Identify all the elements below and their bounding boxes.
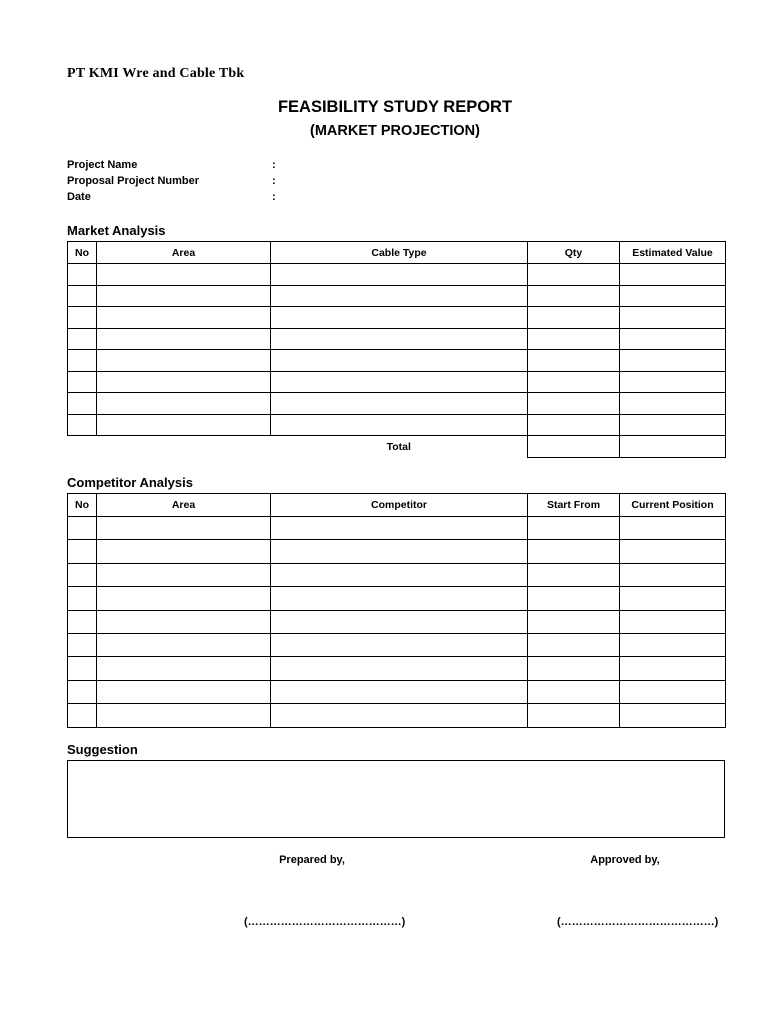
- table-cell[interactable]: [271, 704, 528, 727]
- table-cell[interactable]: [68, 704, 97, 727]
- table-row: [68, 350, 726, 372]
- table-cell[interactable]: [620, 657, 726, 680]
- table-cell[interactable]: [97, 633, 271, 656]
- table-row: [68, 563, 726, 586]
- info-colon: :: [272, 159, 276, 171]
- table-cell[interactable]: [68, 328, 97, 350]
- table-cell[interactable]: [68, 680, 97, 703]
- total-qty-cell[interactable]: [528, 436, 620, 458]
- table-cell[interactable]: [620, 350, 726, 372]
- table-cell[interactable]: [271, 517, 528, 540]
- table-row: [68, 633, 726, 656]
- table-cell[interactable]: [271, 350, 528, 372]
- table-cell-empty: [68, 436, 97, 458]
- table-cell[interactable]: [68, 371, 97, 393]
- table-row: [68, 657, 726, 680]
- table-cell[interactable]: [271, 563, 528, 586]
- table-cell[interactable]: [97, 414, 271, 436]
- table-row: [68, 285, 726, 307]
- table-cell[interactable]: [620, 414, 726, 436]
- table-cell[interactable]: [528, 633, 620, 656]
- total-row: [68, 436, 726, 458]
- col-header-area: Area: [97, 494, 271, 517]
- table-cell[interactable]: [271, 371, 528, 393]
- table-cell[interactable]: [271, 540, 528, 563]
- page-subtitle: (MARKET PROJECTION): [310, 123, 480, 139]
- table-cell[interactable]: [97, 680, 271, 703]
- total-label: Total: [386, 440, 411, 453]
- col-header-no: No: [68, 494, 97, 517]
- table-cell[interactable]: [97, 350, 271, 372]
- table-cell[interactable]: [528, 610, 620, 633]
- col-header-competitor: Competitor: [271, 494, 528, 517]
- approved-by-label: Approved by,: [590, 854, 660, 866]
- table-cell[interactable]: [271, 610, 528, 633]
- table-cell[interactable]: [271, 285, 528, 307]
- col-header-area: Area: [97, 242, 271, 264]
- table-row: [68, 517, 726, 540]
- table-cell[interactable]: [271, 414, 528, 436]
- table-cell[interactable]: [528, 307, 620, 329]
- table-cell-empty: [97, 436, 271, 458]
- table-cell[interactable]: [620, 633, 726, 656]
- table-row: [68, 264, 726, 286]
- table-cell[interactable]: [620, 285, 726, 307]
- table-cell[interactable]: [271, 680, 528, 703]
- table-cell[interactable]: [97, 307, 271, 329]
- table-cell[interactable]: [68, 610, 97, 633]
- table-cell[interactable]: [97, 517, 271, 540]
- table-row: [68, 610, 726, 633]
- table-row: [68, 371, 726, 393]
- suggestion-heading: Suggestion: [67, 742, 138, 757]
- table-cell[interactable]: [271, 307, 528, 329]
- table-cell[interactable]: [620, 610, 726, 633]
- table-cell[interactable]: [620, 704, 726, 727]
- col-header-cable-type: Cable Type: [271, 242, 528, 264]
- table-cell[interactable]: [97, 657, 271, 680]
- table-cell[interactable]: [620, 264, 726, 286]
- table-cell[interactable]: [528, 680, 620, 703]
- table-cell[interactable]: [68, 264, 97, 286]
- competitor-analysis-heading: Competitor Analysis: [67, 475, 193, 490]
- project-info: [67, 157, 327, 205]
- info-row-date: [67, 189, 327, 205]
- table-cell[interactable]: [620, 680, 726, 703]
- table-cell[interactable]: [271, 587, 528, 610]
- market-analysis-table: [67, 241, 726, 458]
- table-cell[interactable]: [97, 328, 271, 350]
- table-cell[interactable]: [68, 657, 97, 680]
- table-cell[interactable]: [97, 563, 271, 586]
- table-cell[interactable]: [528, 264, 620, 286]
- table-cell[interactable]: [528, 563, 620, 586]
- total-value-cell[interactable]: [620, 436, 726, 458]
- info-label: Project Name: [67, 159, 138, 171]
- table-cell[interactable]: [68, 393, 97, 415]
- table-cell[interactable]: [620, 328, 726, 350]
- table-row: [68, 307, 726, 329]
- table-cell[interactable]: [620, 517, 726, 540]
- table-header-row: [68, 494, 726, 517]
- table-cell[interactable]: [97, 264, 271, 286]
- table-cell[interactable]: [528, 517, 620, 540]
- table-cell[interactable]: [68, 633, 97, 656]
- prepared-by-signature-line: (……………………………………): [244, 916, 406, 928]
- table-cell[interactable]: [97, 371, 271, 393]
- table-cell[interactable]: [271, 328, 528, 350]
- market-analysis-heading: Market Analysis: [67, 223, 166, 238]
- table-row: [68, 704, 726, 727]
- info-row-proposal-number: [67, 173, 327, 189]
- table-cell[interactable]: [620, 540, 726, 563]
- table-cell[interactable]: [68, 285, 97, 307]
- table-cell[interactable]: [528, 587, 620, 610]
- info-colon: :: [272, 175, 276, 187]
- col-header-estimated-value: Estimated Value: [620, 242, 726, 264]
- table-cell[interactable]: [68, 350, 97, 372]
- info-row-project-name: [67, 157, 327, 173]
- table-cell[interactable]: [97, 704, 271, 727]
- table-cell[interactable]: [528, 371, 620, 393]
- table-cell[interactable]: [97, 610, 271, 633]
- table-cell[interactable]: [68, 563, 97, 586]
- table-cell[interactable]: [68, 540, 97, 563]
- col-header-current-position: Current Position: [620, 494, 726, 517]
- suggestion-box[interactable]: [67, 760, 725, 838]
- table-row: [68, 587, 726, 610]
- info-colon: :: [272, 191, 276, 203]
- info-label: Proposal Project Number: [67, 175, 200, 187]
- table-cell[interactable]: [68, 307, 97, 329]
- table-row: [68, 328, 726, 350]
- table-row: [68, 393, 726, 415]
- table-cell[interactable]: [68, 587, 97, 610]
- table-row: [68, 414, 726, 436]
- table-cell[interactable]: [528, 540, 620, 563]
- table-cell[interactable]: [528, 704, 620, 727]
- page-title: FEASIBILITY STUDY REPORT: [277, 98, 513, 116]
- table-cell[interactable]: [271, 264, 528, 286]
- table-cell[interactable]: [97, 587, 271, 610]
- table-cell[interactable]: [68, 517, 97, 540]
- table-cell[interactable]: [528, 414, 620, 436]
- prepared-by-label: Prepared by,: [279, 854, 345, 866]
- table-cell[interactable]: [620, 587, 726, 610]
- table-cell[interactable]: [97, 393, 271, 415]
- table-cell[interactable]: [528, 285, 620, 307]
- table-row: [68, 540, 726, 563]
- table-row: [68, 680, 726, 703]
- table-cell[interactable]: [97, 540, 271, 563]
- table-cell[interactable]: [620, 393, 726, 415]
- table-cell[interactable]: [271, 393, 528, 415]
- company-name: PT KMI Wre and Cable Tbk: [67, 66, 245, 81]
- table-cell[interactable]: [528, 350, 620, 372]
- competitor-analysis-table: [67, 493, 726, 728]
- approved-by-signature-line: (……………………………………): [557, 916, 719, 928]
- table-cell[interactable]: [528, 657, 620, 680]
- table-cell[interactable]: [271, 657, 528, 680]
- col-header-no: No: [68, 242, 97, 264]
- table-cell[interactable]: [271, 633, 528, 656]
- table-cell[interactable]: [528, 328, 620, 350]
- col-header-qty: Qty: [528, 242, 620, 264]
- info-label: Date: [67, 191, 91, 203]
- table-cell[interactable]: [620, 563, 726, 586]
- col-header-start-from: Start From: [528, 494, 620, 517]
- table-cell[interactable]: [620, 371, 726, 393]
- table-cell[interactable]: [620, 307, 726, 329]
- table-cell[interactable]: [68, 414, 97, 436]
- table-cell[interactable]: [528, 393, 620, 415]
- table-cell[interactable]: [97, 285, 271, 307]
- table-header-row: [68, 242, 726, 264]
